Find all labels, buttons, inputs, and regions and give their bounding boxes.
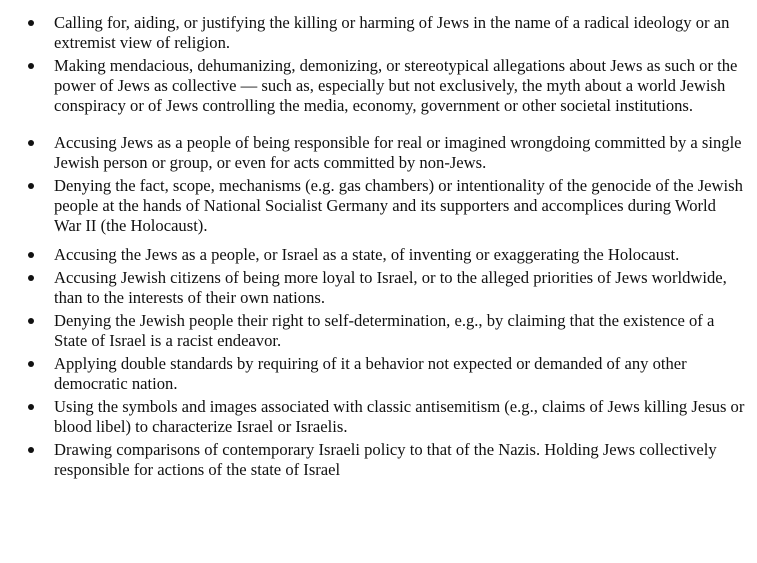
list-item [0,268,757,308]
bullet-dot [28,252,34,258]
list-item-text: Drawing comparisons of contemporary Israeli policy to that of the Nazis. Holding Jews collectively responsible for actions of the state of Israel [54,440,717,479]
list-item-text: Making mendacious, dehumanizing, demonizing, or stereotypical allegations about Jews as such or the power of Jews as collective — such as, especially but not exclusively, the myth about a world Jewish conspiracy or of Jews controlling the media, economy, government or other societal institutions. [54,56,738,115]
bullet-dot [28,404,34,410]
bullet-list [0,13,757,483]
list-item [0,397,757,437]
list-item-text: Applying double standards by requiring of it a behavior not expected or demanded of any other democratic nation. [54,354,687,393]
bullet-dot [28,140,34,146]
bullet-dot [28,20,34,26]
list-item-text: Using the symbols and images associated with classic antisemitism (e.g., claims of Jews killing Jesus or blood libel) to characterize Israel or Israelis. [54,397,745,436]
bullet-dot [28,183,34,189]
list-item-text: Calling for, aiding, or justifying the killing or harming of Jews in the name of a radical ideology or an extremist view of religion. [54,13,730,52]
list-item [0,354,757,394]
list-item [0,56,757,116]
list-item [0,311,757,351]
list-item [0,245,757,265]
list-item [0,133,757,173]
bullet-dot [28,361,34,367]
list-item [0,176,757,236]
list-item-text: Denying the fact, scope, mechanisms (e.g. gas chambers) or intentionality of the genocide of the Jewish people at the hands of National Socialist Germany and its supporters and accomplices during World War II (the Holocaust). [54,176,743,235]
list-item [0,13,757,53]
list-item-text: Accusing Jews as a people of being responsible for real or imagined wrongdoing committed by a single Jewish person or group, or even for acts committed by non-Jews. [54,133,742,172]
bullet-dot [28,447,34,453]
bullet-dot [28,63,34,69]
bullet-dot [28,275,34,281]
list-item-text: Accusing Jewish citizens of being more loyal to Israel, or to the alleged priorities of Jews worldwide, than to the interests of their own nations. [54,268,727,307]
bullet-dot [28,318,34,324]
list-item-text: Denying the Jewish people their right to self-determination, e.g., by claiming that the existence of a State of Israel is a racist endeavor. [54,311,715,350]
list-item [0,440,757,480]
list-item-text: Accusing the Jews as a people, or Israel as a state, of inventing or exaggerating the Holocaust. [54,245,680,264]
